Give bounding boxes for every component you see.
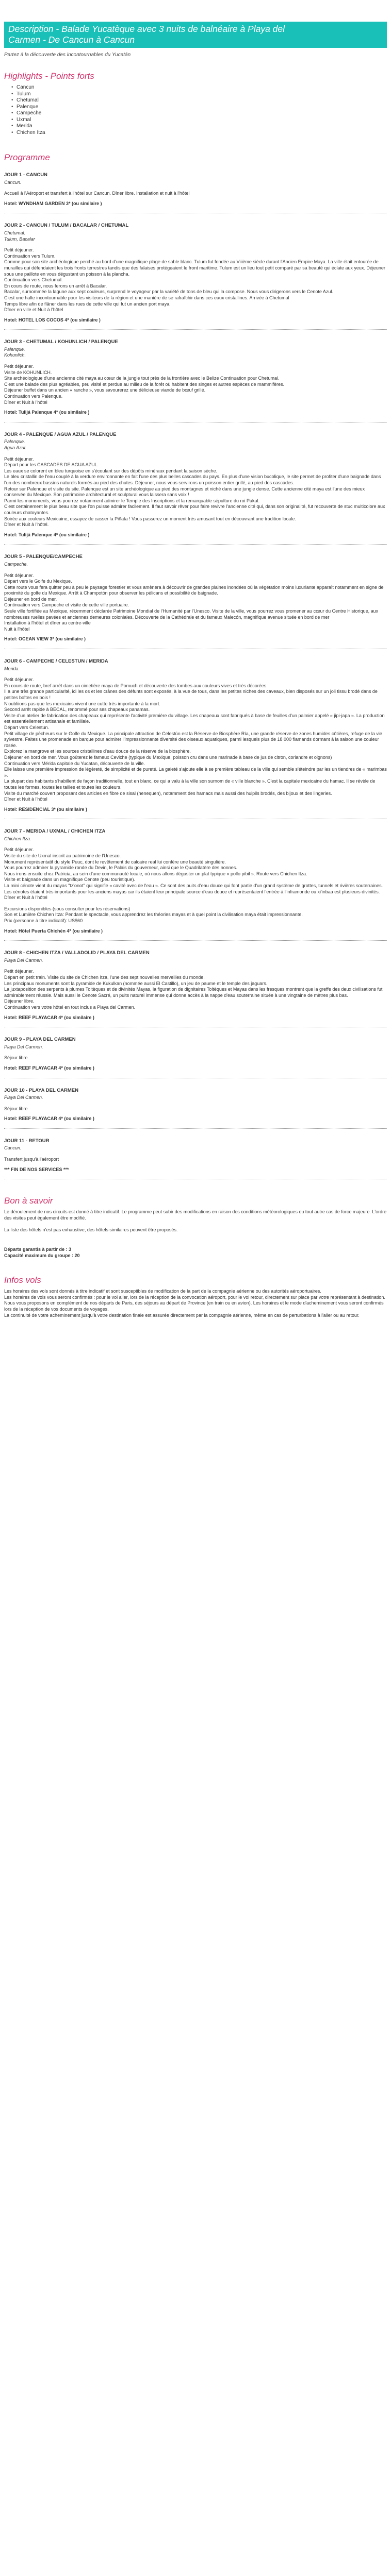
day-description: Les principaux monuments sont la pyramide de Kukulkan (nommée aussi El Castillo), un jeu de paume et le temple des jaguars. bbox=[4, 980, 268, 986]
day-block bbox=[4, 950, 387, 1027]
day-description: Nuit à l'hôtel bbox=[4, 626, 30, 632]
bon-a-savoir-heading: Bon à savoir bbox=[4, 1196, 53, 1206]
day-description: Déjeuner libre. bbox=[4, 998, 35, 1004]
day-block bbox=[4, 828, 387, 941]
day-description: Site archéologique d'une ancienne cité maya au cœur de la jungle tout près de la frontière avec le Belize Continuation pour Chetumal. bbox=[4, 376, 280, 381]
day-description: Petit déjeuner. bbox=[4, 364, 34, 369]
day-description: Petit déjeuner. bbox=[4, 572, 34, 578]
day-description: Temps libre afin de flâner dans les rues de cette ville qui fut un ancien port maya. bbox=[4, 301, 171, 307]
day-title: JOUR 4 - PALENQUE / AGUA AZUL / PALENQUE bbox=[4, 431, 117, 437]
day-title: JOUR 1 - CANCUN bbox=[4, 172, 47, 178]
day-description: Visite et baignade dans un magnifique Cenote (peu touristique). bbox=[4, 877, 136, 883]
day-description: Départ vers Celestun. bbox=[4, 724, 50, 730]
day-description: Visite du site de Uxmal inscrit au patrimoine de l'Unesco. bbox=[4, 853, 121, 859]
day-description: Comme pour son site archéologique perché au bord d'une magnifique plage de sable blanc. Tulum fut fondée au Viiième siècle durant l'Ancien Empire Maya. La ville était entourée de murailles qui défendaient les trois fronts terrestres tandis que des falaises protégeaient le front maritime. Tulum est un lieu tout petit comparé par sa beauté qui éclate aux yeux. Déjeuner sous une paillote en vous dégustant un poisson à la plancha. bbox=[4, 259, 385, 277]
bon-a-savoir-para-1: Le déroulement de nos circuits est donné à titre indicatif. Le programme peut subir des modifications en raison des conditions météorologiques ou tout autre cas de force majeure. L'ordre des visites peut également être modifié. bbox=[4, 1209, 387, 1221]
day-block bbox=[4, 1138, 387, 1179]
day-place: Playa Del Carmen. bbox=[4, 1044, 43, 1049]
day-title: JOUR 11 - RETOUR bbox=[4, 1138, 50, 1144]
day-block bbox=[4, 172, 387, 213]
day-description: Accueil à l'Aéroport et transfert à l'hôtel sur Cancun. Dîner libre. Installation et nuit à l'hôtel bbox=[4, 191, 190, 196]
programme-heading: Programme bbox=[4, 152, 50, 162]
day-description: Séjour libre bbox=[4, 1106, 28, 1111]
title-line-2: Carmen - De Cancun à Cancun bbox=[8, 35, 135, 45]
day-description: Visite d'un atelier de fabrication des chapeaux qui représente l'activité première du village. Les chapeaux sont fabriqués à base de feuilles d'un palmier appelé « jipi-japa ». La production est essentiellement artisanale et familiale. bbox=[4, 713, 385, 724]
day-description: Explorez la mangrove et les sources cristallines d'eau douce de la réserve de la biosphère. bbox=[4, 749, 191, 754]
day-description: Il a une très grande particularité, ici les os et les crânes des défunts sont exposés, à la vue de tous, dans les petites niches des caveaux, bien disposés sur un joli tissu brodé dans de petites boîtes en bois ! bbox=[4, 689, 378, 700]
day-block bbox=[4, 658, 387, 819]
day-hotel: Hotel: HOTEL LOS COCOS 4* (ou similaire ) bbox=[4, 317, 101, 323]
day-description: Déjeuner en bord de mer. bbox=[4, 596, 57, 602]
day-hotel: Hotel: Tulijá Palenque 4* (ou similaire ) bbox=[4, 410, 90, 415]
day-hotel: Hotel: Hôtel Puerta Chichén 4* (ou similaire ) bbox=[4, 928, 103, 934]
day-description: Séjour libre bbox=[4, 1055, 28, 1061]
programme-days bbox=[4, 172, 387, 1179]
highlight-item: • Cancun bbox=[18, 84, 387, 91]
title-line-1: Description - Balade Yucatèque avec 3 nuits de balnéaire à Playa del bbox=[8, 24, 285, 34]
day-description: Dîner et Nuit à l'hôtel. bbox=[4, 522, 49, 528]
day-description: Transfert jusqu'à l'aéroport bbox=[4, 1157, 59, 1162]
day-description: Les eaux se colorent en bleu turquoise en s'écoulant sur des dépôts minéraux pendant la saison sèche. bbox=[4, 468, 217, 473]
infos-vols-section bbox=[4, 1289, 387, 1318]
page bbox=[0, 22, 391, 1318]
day-description: Monument représentatif du style Puuc, dont le revêtement de calcaire real lui confère une beauté singulière. bbox=[4, 859, 226, 865]
day-hotel: Hotel: WYNDHAM GARDEN 3* (ou similaire ) bbox=[4, 200, 102, 206]
day-place: Playa Del Carmen. bbox=[4, 957, 43, 963]
day-place: Campeche. bbox=[4, 561, 28, 567]
day-title: JOUR 10 - PLAYA DEL CARMEN bbox=[4, 1087, 78, 1093]
day-place: Palenque. bbox=[4, 346, 25, 352]
day-description: Cette route vous fera quitter peu à peu le paysage forestier et vous amènera à découvrir de grandes plaines inondées où la végétation moins luxuriante apparaît notamment en signe de proximité du golfe du Mexique. Arrêt à Champotón pour observer les pélicans et possibilité de baignade. bbox=[4, 584, 384, 596]
day-description: Continuation vers Campeche et visite de cette ville portuaire. bbox=[4, 602, 129, 608]
day-title: JOUR 6 - CAMPECHE / CELESTUN / MERIDA bbox=[4, 658, 108, 665]
day-description: Excursions disponibles (sous consulter pour les réservations) bbox=[4, 906, 131, 911]
departs-garantis: Départs garantis à partir de : 3 bbox=[4, 1247, 72, 1252]
day-description: Second arrêt rapide à BECAL, renommé pour ses chapeaux panamas. bbox=[4, 707, 150, 713]
highlight-item: • Campeche bbox=[18, 110, 387, 117]
day-place: Merida. bbox=[4, 666, 20, 671]
day-title: JOUR 5 - PALENQUE/CAMPECHE bbox=[4, 554, 83, 560]
day-divider bbox=[4, 329, 387, 330]
highlight-item: • Chetumal bbox=[18, 97, 387, 104]
day-place: Chetumal. bbox=[4, 230, 26, 235]
day-place: Palenque. bbox=[4, 439, 25, 445]
day-place: Playa Del Carmen. bbox=[4, 1095, 43, 1100]
infos-vols-heading: Infos vols bbox=[4, 1275, 41, 1285]
day-description: Continuation vers Tulum. bbox=[4, 253, 56, 259]
day-description: Continuation vers Chetumal. bbox=[4, 277, 63, 283]
highlight-item: • Tulum bbox=[18, 91, 387, 98]
day-description: Seule ville fortifiée au Mexique, récemment déclarée Patrimoine Mondial de l'Humanité par l'Unesco. Visite de la ville, vous pourrez vous promener au cœur du Centre Historique, aux nombreuses ruelles pavées et anciennes demeures coloniales. Découverte de la Cathédrale et du fameux Malecón, magnifique avenue située en bord de mer bbox=[4, 608, 379, 620]
day-description: Visite du marché couvert proposant des articles en fibre de sisal (henequen), notamment des hamacs mais aussi des huipils brodés, des bijoux et des lingeries. bbox=[4, 790, 332, 796]
day-divider bbox=[4, 1128, 387, 1129]
day-place: Chichen Itza. bbox=[4, 836, 31, 841]
day-description: Petit déjeuner. bbox=[4, 247, 34, 253]
day-description: Retour sur Palenque et visite du site. Palenque est un site archéologique au pied des montagnes et niché dans une jungle dense. Cette ancienne cité maya est l'une des mieux conservée du Mexique. Son patrimoine architectural et sculptural vous laissera sans voix ! bbox=[4, 486, 365, 498]
day-place: Tulum, Bacalar bbox=[4, 236, 35, 242]
day-block bbox=[4, 1088, 387, 1129]
day-hotel: Hotel: RESIDENCIAL 3* (ou similaire ) bbox=[4, 806, 87, 812]
day-title: JOUR 8 - CHICHEN ITZA / VALLADOLID / PLAYA DEL CARMEN bbox=[4, 950, 150, 956]
day-description: Continuation vers Mérida capitale du Yucatan, découverte de la ville. bbox=[4, 760, 145, 766]
day-place: Cancun. bbox=[4, 179, 22, 185]
day-description: Départ en petit train. Visite du site de Chichen Itza, l'une des sept nouvelles merveilles du monde. bbox=[4, 974, 205, 980]
day-title: JOUR 2 - CANCUN / TULUM / BACALAR / CHETUMAL bbox=[4, 223, 129, 229]
day-title: JOUR 3 - CHETUMAL / KOHUNLICH / PALENQUE bbox=[4, 339, 118, 345]
day-description: Elle laisse une première impression de légèreté, de simplicité et de pureté. La gaieté s'ajoute elle à se première tableau de la ville qui semble s'éteindre par les un tiendres de « marimbas ». bbox=[4, 767, 387, 778]
title-banner bbox=[4, 22, 387, 48]
infos-vols-para-2: Les horaires de vols vous seront confirmés : pour le vol aller, lors de la réception de la convocation aéroport, pour le vol retour, directement sur place par votre représentant à destination. bbox=[4, 1294, 385, 1300]
day-description: Dîner en ville et Nuit à l'hôtel bbox=[4, 307, 63, 313]
day-description: N'oubliions pas que les mexicains vivent une cutte très importante à la mort. bbox=[4, 701, 160, 706]
day-divider bbox=[4, 940, 387, 941]
day-description: C'est une balade des plus agréables, peu visité et perdue au milieu de la forêt où habitent des singes et autres espèces de mammifères. bbox=[4, 381, 285, 387]
highlight-item: • Chichen Itza bbox=[18, 130, 387, 137]
day-description: Déjeuner buffet dans un ancien « ranche », vous savourerez une délicieuse viande de bœuf grillé. bbox=[4, 387, 206, 393]
day-description: La plupart des habitants s'habillent de façon traditionnelle, tout en blanc, ce qui a valu à la ville son surnom de « ville blanche ». C'est la capitale mexicaine du hamac. Il se révèle de toutes les formes, toutes les tailles et toutes les couleurs. bbox=[4, 778, 376, 790]
day-description: Nous irons ensuite chez Patricia, au sein d'une communauté locale, où nous allons déguster un plat typique « pollo pibil ». Route vers Chichen Itza. bbox=[4, 871, 307, 876]
bon-a-savoir-section bbox=[4, 1209, 387, 1259]
day-block bbox=[4, 1037, 387, 1078]
day-block bbox=[4, 223, 387, 330]
page-title bbox=[8, 24, 383, 45]
day-description: En cours de route, nous ferons un arrêt à Bacalar. bbox=[4, 283, 107, 289]
highlights-heading: Highlights - Points forts bbox=[4, 71, 94, 81]
day-description: Petit déjeuner. bbox=[4, 969, 34, 974]
day-description: Le bleu cristallin de l'eau couplé à la verdure environnante en fait l'une des plus belles cascades du pays. En plus d'une vision bucolique, le site permet de profiter d'une baignade dans l'un des nombreux bassins naturels formés au pied des chutes. Déjeuner, nous vous servirons un poisson entier grillé, au pied des cascades. bbox=[4, 474, 381, 485]
highlight-item: • Palenque bbox=[18, 104, 387, 111]
day-description: C'est certainement le plus beau site que l'on puisse admirer facilement. Il faut savoir rêver pour faire revivre l'ancienne cité qui, dans son originalité, fut recouverte de stuc multicolore aux couleurs chatoyantes. bbox=[4, 504, 385, 515]
day-place: Agua Azul. bbox=[4, 445, 27, 450]
day-description: Vous pourrez admirer la pyramide ronde du Devin, le Palais du gouverneur, ainsi que le Quadrilatère des nonnes. bbox=[4, 865, 237, 871]
day-description: Continuation vers votre hôtel en tout inclus a Playa del Carmen. bbox=[4, 1004, 136, 1010]
highlights-list bbox=[4, 84, 387, 136]
day-hotel: Hotel: REEF PLAYACAR 4* (ou similaire ) bbox=[4, 1014, 94, 1020]
day-place: Kohunlich. bbox=[4, 352, 26, 358]
day-description: La mini cénote vient du mayas "tz'onot" qui signifie « cavité avec de l'eau ». Ce sont des puits d'eau douce qui font partie d'un grand système de grottes, tunnels et rivières souterraines. Les cénotes étaient très importants pour les anciens mayas car ils étaient leur principale source d'eau douce et représentaient l'entrée à l'inframonde ou xi'inbaa est plusieurs divinités. bbox=[4, 883, 383, 894]
infos-vols-para-4: La continuité de votre acheminement jusqu'à votre destination finale est assurée directement par la compagnie aérienne, même en cas de perturbations à l'aller ou au retour. bbox=[4, 1312, 360, 1318]
day-hotel: *** FIN DE NOS SERVICES *** bbox=[4, 1166, 69, 1172]
day-description: Prix (personne à titre indicatif): US$60 bbox=[4, 918, 83, 923]
day-description: Son et Lumière Chichen Itza: Pendant le spectacle, vous apprendrez les théories mayas et à quel point la civilisation maya était impressionnante. bbox=[4, 912, 303, 918]
day-title: JOUR 9 - PLAYA DEL CARMEN bbox=[4, 1037, 76, 1043]
day-place: Cancun. bbox=[4, 1145, 22, 1151]
day-hotel: Hotel: REEF PLAYACAR 4* (ou similaire ) bbox=[4, 1065, 94, 1071]
day-description: La juxtaposition des serpents à plumes Toltèques et de divinités Mayas, la figuration de dignitaires Toltèques et Mayas dans les fresques montrent que la greffe des deux civilisations fut admirablement réussie. Mais aussi le Cenote Sacré, un puits naturel immense qui donne accès à la nappe d'eau souterraine située à une vingtaine de mètres plus bas. bbox=[4, 987, 383, 998]
day-description: Petit déjeuner. bbox=[4, 847, 34, 853]
day-block bbox=[4, 339, 387, 422]
day-description: Dîner et Nuit à l'hôtel bbox=[4, 895, 47, 901]
day-description: Installation à l'hôtel et dîner au centre-ville bbox=[4, 620, 91, 626]
day-description: Soirée aux couleurs Mexicaine, essayez de casser la Piñata ! Vous passerez un moment très amusant tout en découvrant une tradition locale. bbox=[4, 516, 296, 521]
day-description: Dîner et Nuit à l'hôtel bbox=[4, 399, 47, 405]
bon-a-savoir-para-2: La liste des hôtels n'est pas exhaustive, des hôtels similaires peuvent être proposés. bbox=[4, 1227, 178, 1233]
day-description: En cours de route, bref arrêt dans un cimetière maya de Pomuch et découverte des tombes aux couleurs vives et très décorées. bbox=[4, 683, 268, 688]
infos-vols-para-1: Les horaires des vols sont donnés à titre indicatif et sont susceptibles de modification de la part de la compagnie aérienne ou des autorités aéroportuaires. bbox=[4, 1289, 321, 1294]
day-description: Continuation vers Palenque. bbox=[4, 394, 63, 399]
infos-vols-para-3: Nous vous proposons en complément de nos départs de Paris, des séjours au départ de Province (en train ou en avion). Les horaires et le mode d'acheminement vous seront confirmés lors de la réception de vos documents de voyages. bbox=[4, 1300, 384, 1312]
day-description: C'est une halte incontournable pour les visiteurs de la région et une manière de se rafraîchir dans ces eaux cristallines. Arrivée à Chetumal bbox=[4, 295, 289, 300]
day-description: Déjeuner en bord de mer. Vous goûterez le fameux Ceviche (typique du Mexique, poisson cru dans une marinade à base de jus de citron, coriandre et oignons) bbox=[4, 754, 332, 760]
day-description: Dîner et Nuit à l'hôtel bbox=[4, 796, 47, 802]
intro-text: Partez à la découverte des incontournables du Yucatán bbox=[4, 52, 131, 58]
day-hotel: Hotel: REEF PLAYACAR 4* (ou similaire ) bbox=[4, 1116, 94, 1122]
highlight-item: • Merida bbox=[18, 123, 387, 130]
capacite-maximum: Capacité maximum du groupe : 20 bbox=[4, 1252, 80, 1258]
day-description: Petit village de pêcheurs sur le Golfe du Mexique. La principale attraction de Celestún est la Réserve de Biosphère Ría, une grande réserve de zones humides côtières, refuge de la vie sylvestre. Faites une promenade en barque pour admirer l'impressionnante diversité des oiseaux aquatiques, parmi lesquels plus de 18 000 flamands dormant à la saison une couleur rosée. bbox=[4, 731, 382, 748]
day-description: Départ pour les CASCADES DE AGUA AZUL. bbox=[4, 462, 99, 468]
highlight-item: • Uxmal bbox=[18, 117, 387, 124]
day-description: Parmi les monuments, vous pourrez notamment admirer le Temple des Inscriptions et la remarquable sépulture du roi Pakal. bbox=[4, 498, 260, 503]
day-block bbox=[4, 432, 387, 545]
day-block bbox=[4, 554, 387, 649]
day-description: Bacalar, surnommée la lagune aux sept couleurs, surprend le voyageur par la variété de tons de bleu qui la compose. Nous vous dirigerons vers le Cenote Azul. bbox=[4, 289, 333, 295]
day-title: JOUR 7 - MERIDA / UXMAL / CHICHEN ITZA bbox=[4, 828, 106, 835]
day-description: Visite de KOHUNLICH. bbox=[4, 369, 52, 375]
day-divider bbox=[4, 544, 387, 545]
day-description: Petit déjeuner. bbox=[4, 677, 34, 683]
day-hotel: Hotel: Tulijá Palenque 4* (ou similaire ) bbox=[4, 532, 90, 537]
day-description: Petit déjeuner. bbox=[4, 456, 34, 462]
day-hotel: Hotel: OCEAN VIEW 3* (ou similaire ) bbox=[4, 636, 86, 642]
day-description: Départ vers le Golfe du Mexique. bbox=[4, 579, 72, 584]
